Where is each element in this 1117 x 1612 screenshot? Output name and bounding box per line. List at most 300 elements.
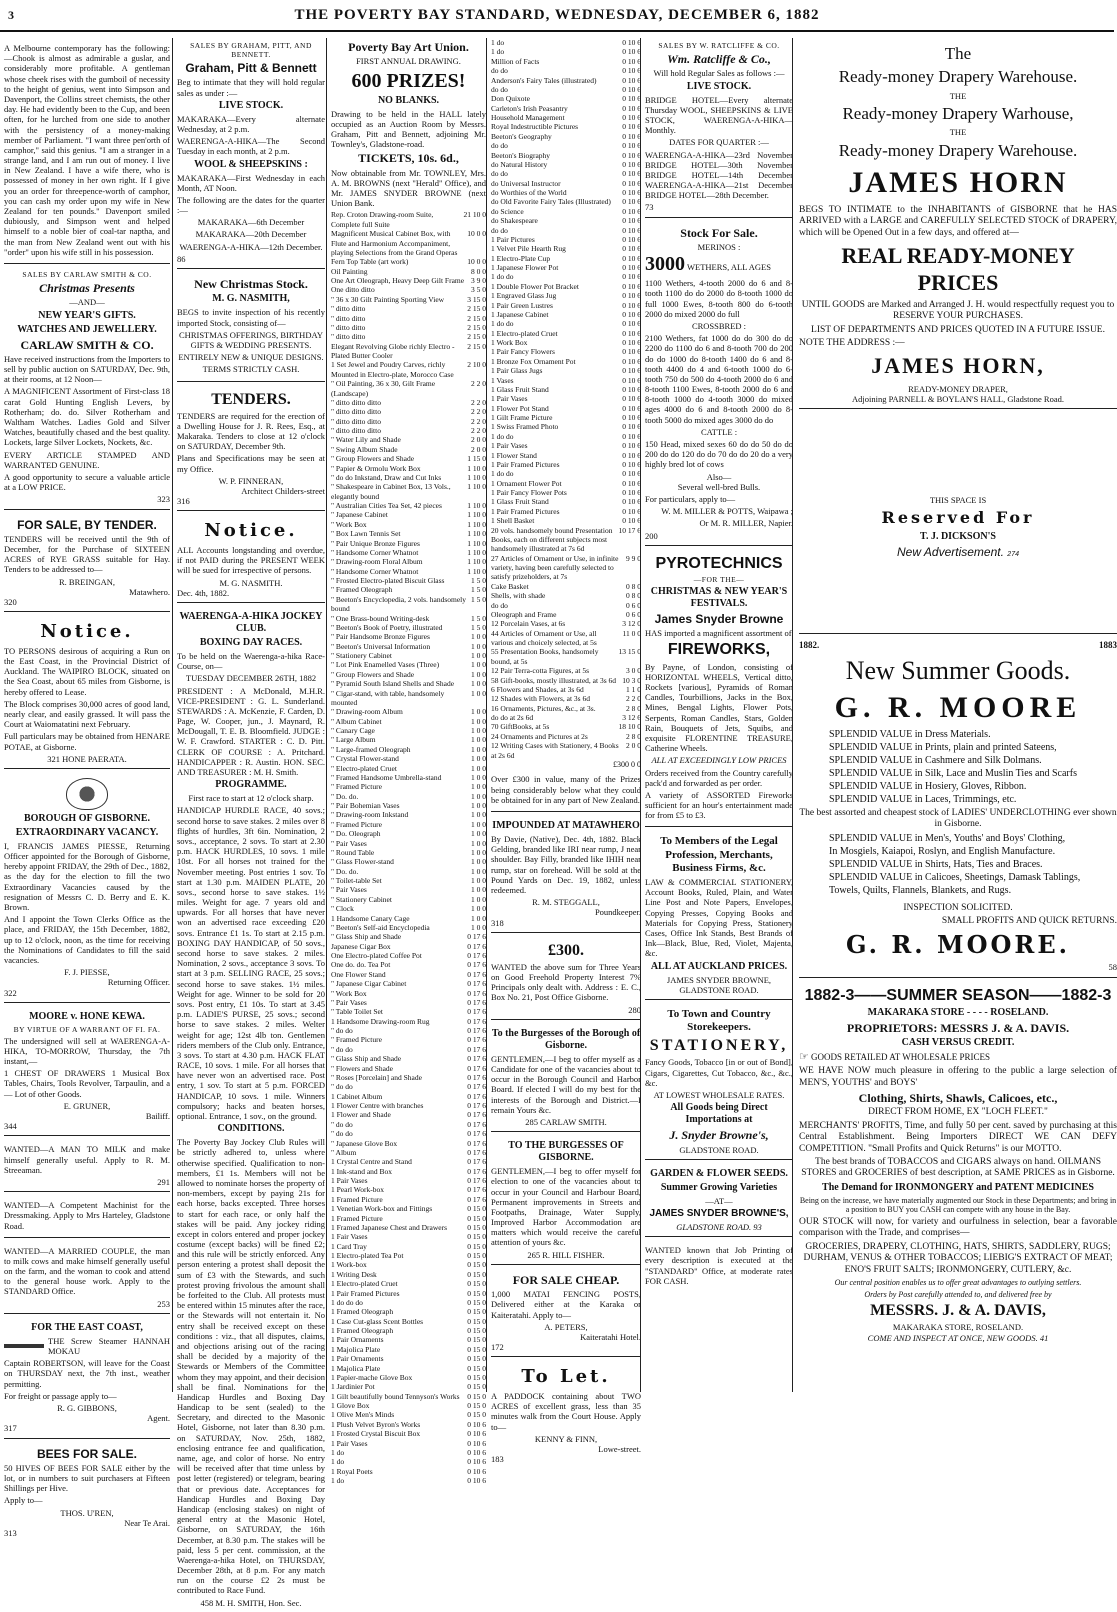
- prize-row: [331, 726, 486, 735]
- prize-row: [331, 229, 486, 257]
- prize-row: [331, 1242, 486, 1251]
- prize-name: Rep. Croton Drawing-room Suite, Complete full Suite: [331, 210, 434, 229]
- prize-value: 0 10 6: [622, 141, 641, 151]
- ad-ratcliffe: [645, 38, 793, 218]
- prize-row: [491, 197, 641, 206]
- prize-value: 0 10 6: [622, 188, 641, 197]
- prize-name: One do. do. Tea Pot: [331, 960, 391, 970]
- prize-row: [491, 76, 641, 85]
- prize-value: 0 6 0: [626, 600, 641, 610]
- prize-name: 1 Writing Desk: [331, 1269, 377, 1279]
- ad-role: Returning Officer.: [107, 977, 170, 988]
- prize-row: [331, 454, 486, 463]
- splendid-line: SPLENDID VALUE in Men's, Youths' and Boys' Clothing,: [829, 832, 1066, 844]
- ad-title: BOROUGH OF GISBORNE.: [23, 812, 151, 824]
- ad-to-let: [491, 1360, 641, 1468]
- ad-central: Our central position enables us to offer great advantages to outlying settlers.: [834, 1277, 1082, 1287]
- prize-row: [331, 679, 486, 688]
- prize-value: 0 10 6: [622, 272, 641, 282]
- ad-borough-vacancy: [4, 772, 170, 1003]
- prize-row: [331, 1007, 486, 1016]
- prize-value: 1 0 0: [471, 754, 486, 764]
- prize-value: 10 0 0: [467, 229, 486, 239]
- ad-number: 253: [157, 1298, 170, 1309]
- prize-row: [331, 1082, 486, 1091]
- prize-value: 0 15 0: [467, 1326, 486, 1336]
- prize-row: [491, 694, 641, 703]
- prize-value: 1 0 0: [471, 819, 486, 829]
- prize-row: [331, 1382, 486, 1391]
- prize-row: [331, 1420, 486, 1429]
- prize-name: 1 Pair Vases: [491, 441, 528, 451]
- prize-value: 0 10 6: [622, 328, 641, 338]
- prize-value: 0 17 6: [467, 932, 486, 942]
- prize-row: [331, 276, 486, 285]
- ad-conditions: The Poverty Bay Jockey Club Rules will be strictly adhered to, unless where otherwise specified. Qualification to non-members, £1 1s. Members will not be allowed to nominate horses the property of non-members, except by paying 21s for each horse, backs excepted. Three horses to start for each race, or only half the stakes will be paid. Any jockey riding except in colors entered and proper jockey costume (except backs) will be fined £2; and this rule will be strictly enforced. Any person entering a protest shall deposit the sum of £3 with the Stewards, and such protest proving frivolous the amount shall be forfeited to the Club. All protests must be entered within 15 minutes after the race, or the Stewards will not entertain it. No entry shall be received except on these conditions : viz., that all disputes, claims, and objections arising out of the racing shall be decided by a majority of the Stewards or Members of the Committee whom they may appoint, and their decision shall be final. Nominations for the Handicap Hurdles and Boxing Day Handicap to be sent (sealed) to the Secretary, and directed to the Masonic Hotel, Gisborne, not later than 8.30 p.m. on SATURDAY, Nov. 25th, 1882, enclosing entrance fee and qualification, name, age, and color of horse. No entry will be received after that time unless by post letter (registered) or telegram, bearing that or previous date. Acceptances for Handicap Hurdles and Boxing Day Handicap (enclosing stakes) on night of general entry at the Masonic Hotel, Gisborne, on SATURDAY, the 16th December, at 8.30 p.m. The stakes will be paid, less 5 per cent. commission, at the Waerenga-a-hika Hotel, on THURSDAY, December 28th, at 8 p.m. For any match run on the course £2 2s must be contributed to Race Fund.: [177, 1137, 325, 1596]
- prize-value: 0 10 6: [467, 1429, 486, 1439]
- art-union-first: FIRST ANNUAL DRAWING.: [356, 56, 461, 67]
- prize-row: [491, 47, 641, 56]
- ad-years: [799, 640, 1117, 651]
- ad-firm: G. R. MOORE: [834, 690, 1082, 724]
- ad-jockey-club: [177, 606, 325, 1612]
- prize-row: [331, 332, 486, 341]
- masthead: [0, 0, 1114, 32]
- ad-body: TENDERS will be received until the 9th of December, for the Purchase of SIXTEEN ACRES of RYE GRASS suitable for Hay. Tenders to be addressed to—: [4, 533, 170, 575]
- prize-row: [331, 1101, 486, 1110]
- prize-row: [331, 1045, 486, 1054]
- prize-value: 3 12 6: [622, 713, 641, 722]
- ad-body: LAW & COMMERCIAL STATIONERY, Account Books, Ruled, Plain, and Water Line Post and Note Papers, Envelopes, Copying Presses, Copying Books and Materials for Copying Press, Stationery Cases, Office Ink Stands, Best Brands of Ink—Black, Blue, Red, Violet, Majenta, &c.: [645, 877, 793, 959]
- ad-subtitle: NEW YEAR'S GIFTS.: [38, 309, 136, 321]
- prize-row: [491, 422, 641, 431]
- prize-name: 1 Pair Vases: [491, 394, 528, 404]
- prize-row: [331, 464, 486, 473]
- prize-name: " Do. do.: [331, 866, 359, 876]
- prize-row: [491, 66, 641, 75]
- ad-number: 316: [177, 496, 190, 507]
- ad-merchants: MERCHANTS' PROFITS, Time, and fully 50 per cent. saved by purchasing at this Central Establishment. Being Importers DIRECT WE CAN DEFY COMPETITION. "Small Profits and Quick Returns" is our MOTTO.: [799, 1120, 1117, 1154]
- ad-body: BEGS to invite inspection of his recently imported Stock, consisting of—: [177, 307, 325, 328]
- art-union-prizes: 600 PRIZES!: [351, 69, 466, 92]
- prize-name: " do do Inkstand, Draw and Cut Inks: [331, 472, 442, 482]
- prize-value: 0 10 6: [622, 384, 641, 394]
- prize-row: [491, 207, 641, 216]
- prize-value: 1 0 0: [471, 660, 486, 670]
- prize-name: Household Management: [491, 113, 565, 122]
- prize-name: Beeton's Biography: [491, 150, 551, 160]
- ad-place: [645, 1222, 793, 1232]
- ad-date: TUESDAY DECEMBER 26TH, 1882: [185, 673, 317, 684]
- prize-row: [331, 1251, 486, 1260]
- prize-name: " ditto ditto ditto: [331, 397, 381, 407]
- ad-come: [799, 1333, 1117, 1343]
- prize-value: 1 0 0: [471, 801, 486, 811]
- prize-row: [331, 257, 486, 266]
- prize-value: 0 15 0: [467, 1241, 486, 1251]
- ad-number: 265: [527, 1249, 541, 1260]
- prize-name: " Group Flowers and Shade: [331, 454, 415, 464]
- prize-row: [331, 623, 486, 632]
- prize-row: [491, 704, 641, 713]
- ad-tenders: [177, 385, 325, 512]
- ad-proprietors: PROPRIETORS: MESSRS J. & A. DAVIS.: [846, 1020, 1070, 1035]
- ad-body: Over £300 in value, many of the Prizes being considerably below what they could be obtained for in any part of New Zealand.: [491, 774, 641, 805]
- prize-name: 1 Pair Glass Jugs: [491, 366, 543, 376]
- prize-value: 1 0 0: [471, 688, 486, 698]
- prize-name: Cake Basket: [491, 581, 529, 591]
- prize-row: [331, 1476, 486, 1485]
- ad-signature: [4, 754, 170, 764]
- prize-row: [331, 576, 486, 585]
- ad-body: Have received instructions from the Importers to sell by public auction on SATURDAY, Dec. 9th, at their rooms, at 12 Noon—: [4, 353, 170, 385]
- prize-name: " Album: [331, 1147, 357, 1157]
- ad-east-coast: [4, 1317, 170, 1439]
- prize-name: " Water Lily and Shade: [331, 435, 401, 445]
- ad-come-text: COME AND INSPECT AT ONCE, NEW GOODS.: [867, 1332, 1038, 1343]
- prize-value: 0 15 0: [467, 1297, 486, 1307]
- ad-body: GENTLEMEN,—I beg to offer myself for election to one of the vacancies about to occur in your Council and Harbour Board, Permanent improvements in Streets and Footpaths, Drainage, Water Supply, Improved Harbor Accommodation are matters which would receive the careful attention of yours &c.: [491, 1166, 641, 1248]
- prize-name: 1 Venetian Work-box and Fittings: [331, 1204, 433, 1214]
- prize-name: 12 Porcelain Vases, at 6s: [491, 619, 566, 629]
- prize-value: 0 17 6: [467, 1157, 486, 1167]
- prize-name: " Work Box: [331, 519, 367, 529]
- prize-name: 1 Pair Framed Pictures: [331, 1288, 400, 1298]
- prize-value: 0 17 6: [467, 1082, 486, 1092]
- ad-graham-pitt: [177, 38, 325, 269]
- ad-body-2: Plans and Specifications may be seen at my Office.: [177, 453, 325, 474]
- prize-value: 1 0 0: [471, 866, 486, 876]
- prize-name: 55 Presentation Books, handsomely bound, at 5s: [491, 647, 599, 666]
- prize-value: 0 10 6: [622, 469, 641, 479]
- ad-firm: M. G. NASMITH,: [212, 293, 290, 305]
- prize-name: 1 Velvet Pile Hearth Rug: [491, 244, 566, 254]
- ad-new-ad: [799, 545, 1117, 559]
- prize-row: [331, 970, 486, 979]
- ad-body: BEGS TO INTIMATE to the INHABITANTS of GISBORNE that he HAS ARRIVED with a LARGE and CAREFULLY SELECTED STOCK of DRAPERY, which will be Opened Out in a few days, and offered at—: [799, 204, 1117, 238]
- prize-value: 0 17 6: [467, 1072, 486, 1082]
- prize-name: 1 Pair Fancy Flower Pots: [491, 488, 567, 497]
- ad-signer: M. H. SMITH, Hon. Sec.: [215, 1597, 302, 1608]
- ad-firm: JAMES HORN: [848, 165, 1068, 199]
- prize-row: [331, 426, 486, 435]
- prize-value: 1 0 0: [471, 922, 486, 932]
- prize-row: [331, 979, 486, 988]
- prize-value: 2 2 0: [471, 407, 486, 417]
- ad-and: —AND—: [69, 297, 105, 308]
- ad-small-profits: SMALL PROFITS AND QUICK RETURNS.: [941, 916, 1117, 927]
- ad-subtitle: EXTRAORDINARY VACANCY.: [15, 826, 159, 838]
- ad-christmas-stock: [177, 272, 325, 382]
- prize-row: [491, 629, 641, 648]
- prize-value: 0 10 6: [622, 66, 641, 76]
- prize-value: 0 15 0: [467, 1204, 486, 1214]
- prize-value: 0 10 6: [622, 347, 641, 357]
- prize-row: [331, 1279, 486, 1288]
- ad-seeds: [645, 1163, 793, 1237]
- prize-value: 21 10 0: [463, 210, 486, 220]
- prize-value: 1 10 0: [467, 566, 486, 576]
- prize-row: [331, 1232, 486, 1241]
- prize-row: [331, 1176, 486, 1185]
- prize-value: 8 0 0: [471, 266, 486, 276]
- ad-role: Agent.: [147, 1413, 170, 1424]
- ad-year-left: 1882.: [799, 639, 820, 650]
- ad-demand: The Demand for IRONMONGERY and PATENT MEDICINES: [822, 1181, 1094, 1193]
- prize-row: [491, 685, 641, 694]
- prize-row: [331, 501, 486, 510]
- ad-signature: KENNY & FINN,: [534, 1433, 598, 1444]
- prize-name: 1 Electro-plated Tea Pot: [331, 1251, 404, 1261]
- prize-name: do do at 2s 6d: [491, 713, 534, 722]
- prize-name: " Framed Picture: [331, 1035, 382, 1045]
- prize-row: [331, 1410, 486, 1419]
- prize-row: [331, 1317, 486, 1326]
- prize-value: 10 17 6: [618, 525, 641, 535]
- ad-body: To be held on the Waerenga-a-hika Race-Course, on—: [177, 650, 325, 672]
- prize-row: [331, 1120, 486, 1129]
- prize-value: 0 17 6: [467, 979, 486, 989]
- prize-name: " Handsome Corner Whatnot: [331, 547, 419, 557]
- prize-row: [331, 810, 486, 819]
- ad-body: 1,000 MATAI FENCING POSTS, Delivered either at the Karaka or Kaiteratahi. Apply to—: [491, 1289, 641, 1320]
- ad-title: FOR THE EAST COAST,: [31, 1321, 143, 1333]
- art-union-tickets: TICKETS, 10s. 6d.,: [358, 151, 459, 166]
- prize-row: [491, 479, 641, 488]
- prize-name: " Oil Painting, 36 x 30, Gilt Frame (Landscape): [331, 379, 436, 398]
- prize-row: [331, 670, 486, 679]
- prize-row: [331, 210, 486, 229]
- prize-name: " Clock: [331, 904, 354, 914]
- prize-name: " Papier & Ormolu Work Box: [331, 463, 421, 473]
- ad-prices: REAL READY-MONEY PRICES: [841, 243, 1075, 295]
- prize-row: [331, 1270, 486, 1279]
- prize-name: 16 Ornaments, Pictures, &c., at 3s.: [491, 703, 596, 713]
- prize-row: [331, 914, 486, 923]
- prize-name: " Handsome Corner Whatnot: [331, 566, 419, 576]
- prize-name: Fern Top Table (art work): [331, 257, 409, 267]
- prize-value: 0 10 6: [622, 422, 641, 432]
- ad-the: The: [944, 44, 972, 63]
- prize-row: [331, 1354, 486, 1363]
- prize-name: 1 do: [491, 47, 505, 57]
- prize-name: do Old Favorite Fairy Tales (Illustrated): [491, 197, 611, 207]
- prize-value: 0 10 6: [622, 122, 641, 132]
- prize-value: 0 10 6: [622, 497, 641, 507]
- prize-value: 0 10 6: [622, 56, 641, 66]
- prize-row: [331, 1260, 486, 1269]
- prize-value: 1 5 0: [471, 585, 486, 595]
- column-5: [640, 38, 793, 1392]
- ad-number: 274: [1007, 550, 1019, 558]
- prize-value: 0 8 0: [626, 591, 641, 601]
- prize-name: " Glass Flower-stand: [331, 857, 394, 867]
- splendid-line: In Mosgiels, Kaiapoi, Roslyn, and English Manufacture.: [829, 845, 1056, 857]
- prize-name: " Pair Vases: [331, 885, 367, 895]
- prize-value: 0 17 6: [467, 941, 486, 951]
- ad-line: The following are the dates for the quarter :—: [177, 194, 325, 216]
- prize-value: 0 17 6: [467, 988, 486, 998]
- prize-name: 1 Framed Oleograph: [331, 1326, 394, 1336]
- prize-name: 1 Glass Fruit Stand: [491, 384, 549, 394]
- prize-value: 1 5 0: [471, 622, 486, 632]
- ad-signature: R. M. STEGGALL,: [532, 897, 600, 908]
- prize-value: 0 8 0: [626, 581, 641, 591]
- ad-direct: DIRECT FROM HOME, EX "LOCH FLEET.": [868, 1107, 1048, 1118]
- ad-body: WE HAVE NOW much pleasure in offering to the public a large selection of MEN'S, YOUTHS' and BOYS': [799, 1066, 1117, 1088]
- prize-row: [331, 585, 486, 594]
- prize-row: [491, 732, 641, 741]
- ad-moore-kewa: [4, 1006, 170, 1137]
- prize-name: 1 do do: [491, 431, 514, 441]
- ad-line: BRIDGE HOTEL—Every alternate Thursday WOOL, SHEEPSKINS & LIVE STOCK, WAERENGA-A-HIKA—Monthly.: [645, 94, 793, 136]
- prize-total: £300 0 0: [613, 759, 641, 769]
- prize-name: do do: [491, 169, 508, 179]
- ad-line: WAERENGA-A-HIKA—23rd November BRIDGE HOTEL—30th November BRIDGE HOTEL—14th December WAERENGA-A-HIKA—21st December BRIDGE HOTEL—28th December.: [645, 149, 793, 201]
- ad-tobacco: The best brands of TOBACCOS and CIGARS always on hand. OILMANS STORES and GROCERIES of best description, at SAME PRICES as in Gisborne.: [801, 1157, 1115, 1179]
- ad-makaraka: MAKARAKA STORE - - - - ROSELAND.: [867, 1006, 1049, 1018]
- ad-apply-1: W. M. MILLER & POTTS, Waipawa ;: [661, 506, 793, 517]
- prize-row: [331, 285, 486, 294]
- prize-row: [331, 1457, 486, 1466]
- prize-name: 1 Pair Vases: [331, 1176, 368, 1186]
- prize-row: [331, 857, 486, 866]
- ad-signature: F. J. PIESSE,: [64, 967, 110, 978]
- prize-row: [491, 169, 641, 178]
- prize-value: 0 10 6: [622, 366, 641, 376]
- prize-row: [331, 595, 486, 614]
- prize-name: 1 Flower Centre with branches: [331, 1101, 424, 1111]
- ad-note: NOTE THE ADDRESS :—: [799, 338, 905, 349]
- prize-name: " Framed Oleograph: [331, 585, 393, 595]
- ad-space: THIS SPACE IS: [929, 495, 987, 506]
- prize-row: [491, 432, 641, 441]
- prize-name: One ditto ditto: [331, 285, 375, 295]
- prize-value: 0 10 6: [467, 1447, 486, 1457]
- prize-value: 0 10 6: [622, 75, 641, 85]
- prize-row: [331, 435, 486, 444]
- masthead-title: THE POVERTY BAY STANDARD, WEDNESDAY, DECEMBER 6, 1882: [294, 7, 820, 23]
- prize-name: " Group Flowers and Shade: [331, 669, 415, 679]
- prize-value: 0 10 6: [622, 478, 641, 488]
- prize-row: [331, 510, 486, 519]
- prize-row: [331, 642, 486, 651]
- prize-name: " ditto ditto ditto: [331, 407, 381, 417]
- prize-value: 2 2 0: [626, 694, 641, 704]
- prize-row: [331, 323, 486, 332]
- prize-value: 0 10 6: [467, 1419, 486, 1429]
- coat-of-arms-icon: [66, 778, 108, 810]
- prize-row: [331, 1373, 486, 1382]
- steamer-icon: [4, 1336, 44, 1356]
- ad-number: 321: [47, 753, 60, 764]
- prize-value: 0 10 6: [622, 47, 641, 57]
- prize-name: " Box Lawn Tennis Set: [331, 529, 401, 539]
- ad-orders: Orders by Post carefully attended to, and delivered free by: [864, 1289, 1052, 1299]
- ad-line: DATES FOR QUARTER :—: [669, 137, 769, 148]
- prize-row: [491, 151, 641, 160]
- prize-value: 0 10 6: [622, 309, 641, 319]
- ad-body: HAS imported a magnificent assortment of: [645, 628, 792, 639]
- prize-row: [331, 998, 486, 1007]
- prize-row: [331, 1185, 486, 1194]
- prize-value: 11 0 0: [622, 628, 641, 638]
- ad-signature: THOS. U'REN,: [60, 1507, 114, 1518]
- prize-value: 1 0 0: [471, 838, 486, 848]
- ad-role: Architect Childers-street: [241, 486, 325, 497]
- ad-for: —FOR THE—: [693, 574, 745, 584]
- ad-firm: JAMES SNYDER BROWNE'S,: [649, 1208, 789, 1219]
- prize-row: [331, 792, 486, 801]
- prize-value: 1 10 0: [467, 510, 486, 520]
- ad-firm: J. Snyder Browne's,: [669, 1128, 769, 1143]
- prize-row: [331, 529, 486, 538]
- ad-reserved: Reserved For: [881, 508, 1035, 528]
- prize-name: 1 Glass Fruit Stand: [491, 497, 549, 507]
- prize-row: [491, 310, 641, 319]
- art-union-title: Poverty Bay Art Union.: [348, 40, 469, 54]
- prize-value: 0 10 6: [622, 516, 641, 526]
- prize-value: 0 17 6: [467, 1044, 486, 1054]
- prize-row: [491, 441, 641, 450]
- ad-splendid-list: [799, 729, 1117, 806]
- prize-name: " do do: [331, 1129, 353, 1139]
- ad-the-3: THE: [949, 127, 967, 138]
- prize-row: [491, 38, 641, 47]
- prize-row: [491, 104, 641, 113]
- prize-value: 0 15 0: [467, 1260, 486, 1270]
- prize-row: [331, 445, 486, 454]
- prize-name: " do do: [331, 1044, 353, 1054]
- prize-value: 0 17 6: [467, 1016, 486, 1026]
- ad-direct: All Goods being Direct Importations at: [670, 1102, 768, 1126]
- ad-also: Also—: [706, 471, 732, 482]
- prize-name: " ditto ditto: [331, 332, 366, 342]
- prize-name: " ditto ditto: [331, 304, 366, 314]
- ad-retail-text: GOODS RETAILED AT WHOLESALE PRICES: [811, 1052, 990, 1063]
- prize-name: " Pair Vases: [331, 997, 367, 1007]
- prize-row: [331, 1401, 486, 1410]
- prize-value: 1 10 0: [467, 557, 486, 567]
- ad-number: 344: [4, 1121, 17, 1132]
- ad-body: TENDERS are required for the erection of a Dwelling House for J. R. Rees, Esq., at Makaraka. Tenders to close at 12 o'clock on SATURDAY, December 9th.: [177, 410, 325, 452]
- ad-line: WAERENGA-A-HIKA—The Second Tuesday in each month, at 2 p.m.: [177, 136, 325, 157]
- prize-row: [491, 366, 641, 375]
- splendid-line: SPLENDID VALUE in Prints, plain and printed Sateens,: [829, 741, 1057, 753]
- ad-body-3: EVERY ARTICLE STAMPED AND WARRANTED GENUINE.: [4, 449, 170, 470]
- prize-value: 1 10 0: [467, 519, 486, 529]
- ad-notice-waipiro: [4, 615, 170, 769]
- prize-row: [331, 342, 486, 361]
- prize-name: Beeton's Geography: [491, 131, 552, 141]
- prize-name: 1 Shell Basket: [491, 516, 535, 526]
- prize-name: 1 Electro-plated Cruet: [491, 328, 558, 338]
- ad-list: LIST OF DEPARTMENTS AND PRICES QUOTED IN A FUTURE ISSUE.: [811, 324, 1105, 335]
- prize-value: 0 10 6: [622, 94, 641, 104]
- ad-title: Notice.: [204, 520, 298, 542]
- ad-signer: CARLAW SMITH.: [540, 1116, 607, 1127]
- prize-value: 1 0 0: [471, 857, 486, 867]
- prize-name: " Japanese Cabinet: [331, 510, 388, 520]
- prize-row: [331, 754, 486, 763]
- prize-value: 0 17 6: [467, 951, 486, 961]
- prize-value: 0 17 6: [467, 1007, 486, 1017]
- prize-value: 1 0 0: [471, 772, 486, 782]
- prize-row: [491, 507, 641, 516]
- prize-name: 24 Ornaments and Pictures at 2s: [491, 731, 588, 741]
- prize-row: [331, 520, 486, 529]
- prize-name: 1 Cabinet Album: [331, 1091, 383, 1101]
